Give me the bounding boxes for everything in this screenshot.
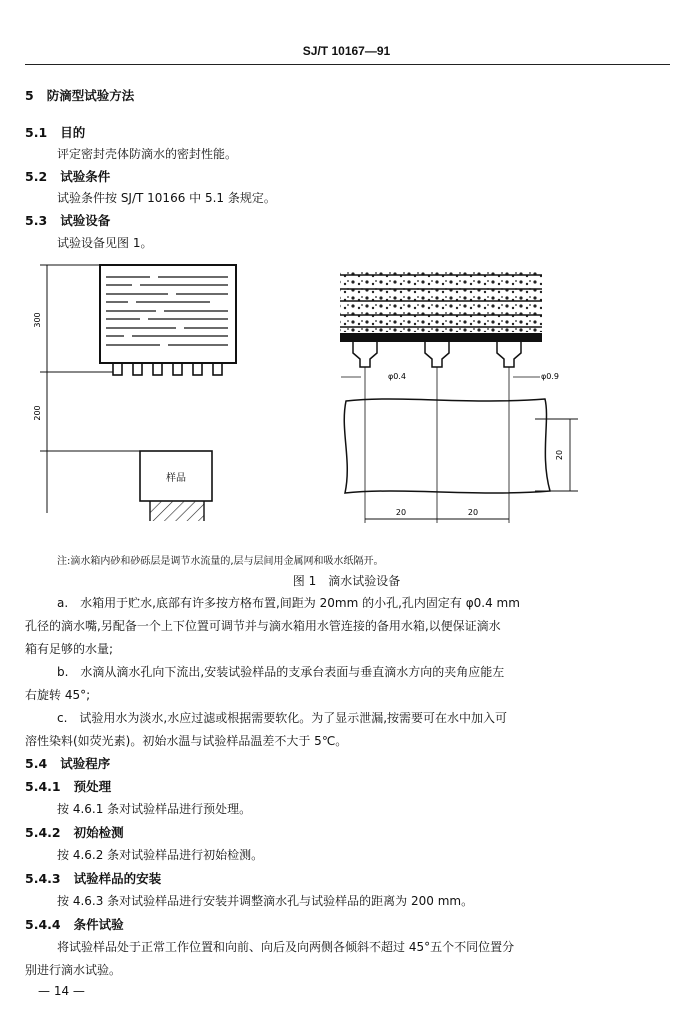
section-title: 条件试验 — [73, 917, 124, 932]
section-5-4-2-heading — [25, 823, 124, 841]
section-5-2-body: 试验条件按 SJ/T 10166 中 5.1 条规定。 — [57, 191, 276, 205]
item-c-line-1: c. 试验用水为淡水,水应过滤或根据需要软化。为了显示泄漏,按需要可在水中加入可 — [57, 711, 508, 725]
section-number: 5.4.2 — [25, 825, 61, 840]
section-title: 防滴型试验方法 — [46, 88, 135, 103]
header-rule — [25, 64, 670, 65]
sample-label: 样品 — [166, 473, 186, 484]
section-5-4-heading — [25, 754, 110, 772]
section-title: 试验条件 — [60, 169, 111, 184]
dimension-200-label: 200 — [33, 405, 42, 421]
sample-support — [150, 501, 204, 521]
section-5-4-4-heading — [25, 915, 124, 933]
section-5-4-2-body: 按 4.6.2 条对试验样品进行初始检测。 — [57, 848, 264, 862]
nozzle-diameter-0-9-label: φ0.9 — [541, 372, 559, 381]
item-c-line-2: 溶性染料(如荧光素)。初始水温与试验样品温差不大于 5℃。 — [25, 734, 348, 748]
section-number: 5.3 — [25, 213, 48, 228]
section-number: 5 — [25, 88, 34, 103]
section-5-4-1-body: 按 4.6.1 条对试验样品进行预处理。 — [57, 802, 252, 816]
item-b-line-2: 右旋转 45°; — [25, 688, 91, 702]
item-a-line-1: a. 水箱用于贮水,底部有许多按方格布置,间距为 20mm 的小孔,孔内固定有 φ0.4 mm — [57, 596, 520, 610]
item-b-line-1: b. 水滴从滴水孔向下流出,安装试验样品的支承台表面与垂直滴水方向的夹角应能左 — [57, 665, 505, 679]
page-number: — 14 — — [38, 984, 85, 998]
section-5-3-heading — [25, 211, 110, 229]
section-5-4-3-heading — [25, 869, 161, 887]
drip-box-layers — [340, 270, 542, 342]
dimension-300-label: 300 — [33, 312, 42, 328]
section-title: 预处理 — [73, 779, 112, 794]
section-number: 5.4.3 — [25, 871, 61, 886]
section-title: 目的 — [60, 125, 86, 140]
test-sample — [140, 451, 212, 501]
vertical-dimension-20-label: 20 — [555, 449, 564, 461]
section-5-4-1-heading — [25, 777, 111, 795]
section-title: 试验样品的安装 — [73, 871, 162, 886]
nozzle-diameter-0-4-label: φ0.4 — [388, 372, 406, 381]
section-5-heading — [25, 86, 134, 104]
section-title: 初始检测 — [73, 825, 124, 840]
sample-surface-breakout — [344, 399, 550, 493]
section-5-4-4-body-line-1: 将试验样品处于正常工作位置和向前、向后及向两侧各倾斜不超过 45°五个不同位置分 — [57, 940, 515, 954]
horizontal-dimension-20-left-label: 20 — [395, 508, 407, 517]
water-tank — [100, 265, 236, 375]
figure-1-drip-test-equipment — [0, 255, 693, 550]
section-number: 5.2 — [25, 169, 48, 184]
section-5-1-heading — [25, 123, 85, 141]
section-number: 5.4.4 — [25, 917, 61, 932]
horizontal-dimension-20-right-label: 20 — [467, 508, 479, 517]
nozzle-centerlines — [341, 367, 540, 523]
section-title: 试验程序 — [60, 756, 111, 771]
section-5-1-body: 评定密封壳体防滴水的密封性能。 — [57, 147, 238, 161]
section-5-4-3-body: 按 4.6.3 条对试验样品进行安装并调整滴水孔与试验样品的距离为 200 mm。 — [57, 894, 474, 908]
section-number: 5.1 — [25, 125, 48, 140]
section-5-4-4-body-line-2: 别进行滴水试验。 — [25, 963, 122, 977]
document-code-header: SJ/T 10167—91 — [302, 44, 391, 58]
section-5-3-body: 试验设备见图 1。 — [57, 236, 153, 250]
figure-note: 注:滴水箱内砂和砂砾层是调节水流量的,层与层间用金属网和吸水纸隔开。 — [57, 556, 384, 567]
section-5-2-heading — [25, 167, 110, 185]
figure-caption: 图 1 滴水试验设备 — [292, 574, 401, 588]
section-number: 5.4.1 — [25, 779, 61, 794]
section-number: 5.4 — [25, 756, 48, 771]
item-a-line-2: 孔径的滴水嘴,另配备一个上下位置可调节并与滴水箱用水管连接的备用水箱,以便保证滴水 — [25, 619, 501, 633]
drip-nozzles — [353, 342, 521, 367]
item-a-line-3: 箱有足够的水量; — [25, 642, 114, 656]
section-title: 试验设备 — [60, 213, 111, 228]
